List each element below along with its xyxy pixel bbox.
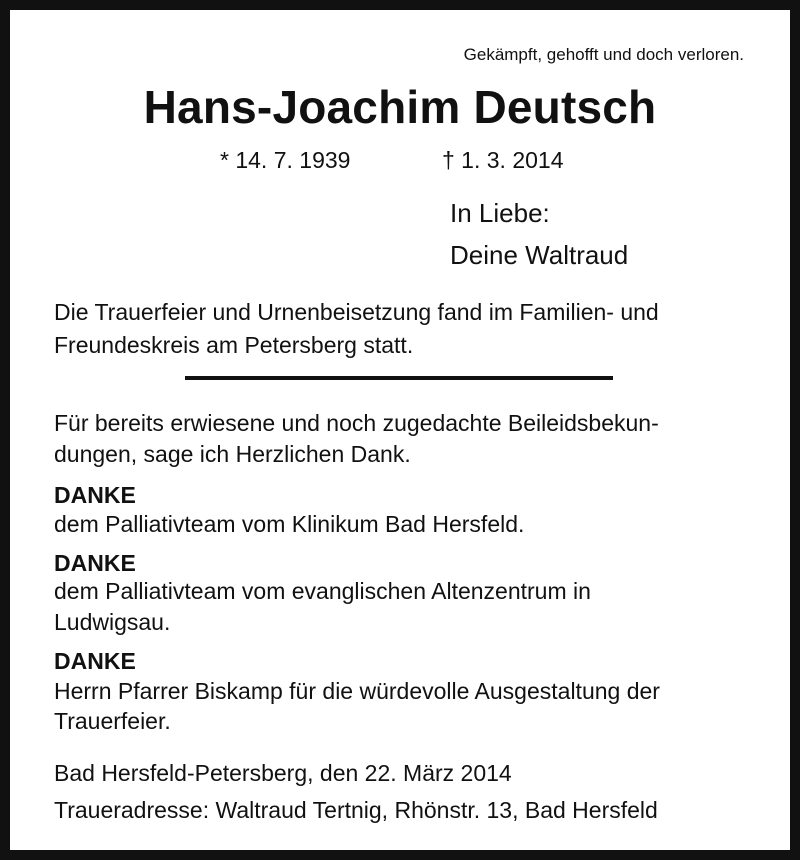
ceremony-line-2: Freundeskreis am Petersberg statt.	[54, 332, 414, 358]
thanks-intro-line-2: dungen, sage ich Herzlichen Dank.	[54, 441, 411, 467]
death-date: † 1. 3. 2014	[442, 147, 564, 173]
signature-line-2: Deine Waltraud	[450, 240, 629, 270]
mourning-address: Traueradresse: Waltraud Tertnig, Rhönstr. 13, Bad Hersfeld	[54, 797, 658, 823]
birth-date: * 14. 7. 1939	[220, 147, 351, 173]
thanks-text-line-1: dem Palliativteam vom evanglischen Altenzentrum in	[54, 578, 591, 604]
deceased-name: Hans-Joachim Deutsch	[143, 81, 657, 133]
thanks-text-line-2: Trauerfeier.	[54, 708, 171, 734]
thanks-heading: DANKE	[54, 482, 136, 508]
divider-rule	[185, 376, 613, 380]
thanks-text-line-2: Ludwigsau.	[54, 609, 171, 635]
thanks-text-line-1: dem Palliativteam vom Klinikum Bad Hersfeld.	[54, 511, 525, 537]
signature-line-1: In Liebe:	[450, 198, 550, 228]
thanks-heading: DANKE	[54, 648, 136, 674]
place-and-date: Bad Hersfeld-Petersberg, den 22. März 2014	[54, 760, 512, 786]
thanks-heading: DANKE	[54, 550, 136, 576]
ceremony-line-1: Die Trauerfeier und Urnenbeisetzung fand im Familien- und	[54, 299, 659, 325]
thanks-intro-line-1: Für bereits erwiesene und noch zugedachte Beileidsbekun-	[54, 410, 659, 436]
thanks-text-line-1: Herrn Pfarrer Biskamp für die würdevolle Ausgestaltung der	[54, 678, 660, 704]
motto: Gekämpft, gehofft und doch verloren.	[463, 45, 744, 64]
